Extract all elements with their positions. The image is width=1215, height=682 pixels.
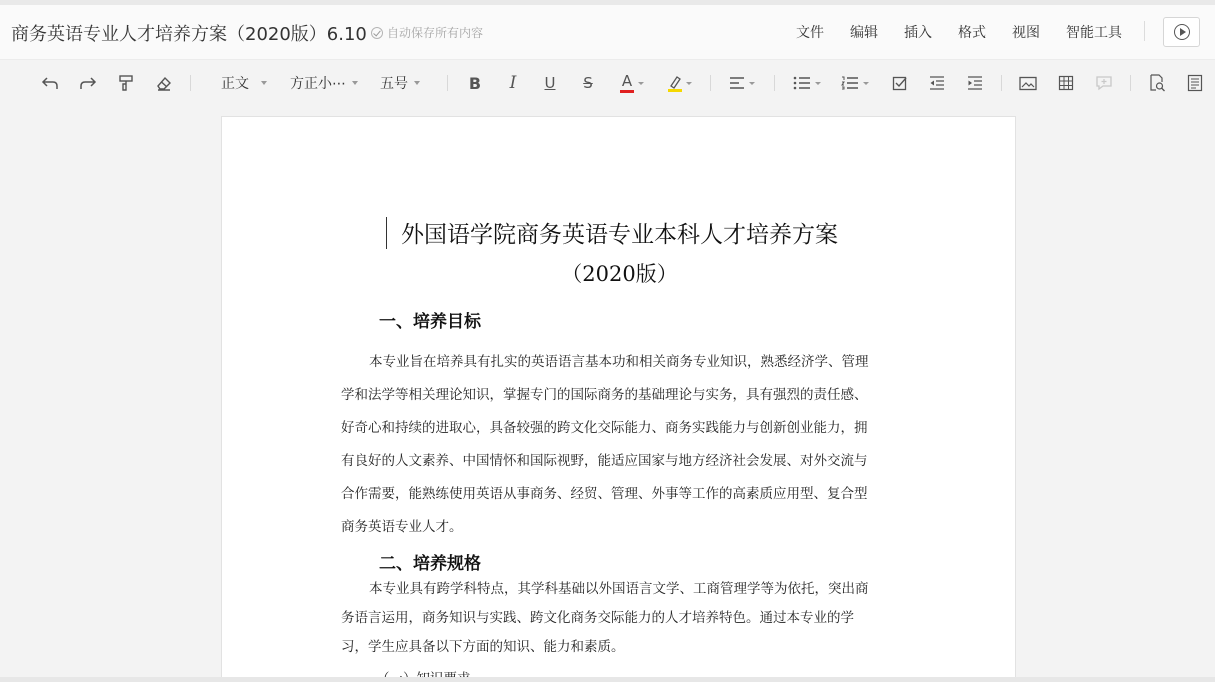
insert-image-button[interactable] [1017, 72, 1039, 94]
save-status-text: 自动保存所有内容 [387, 26, 484, 40]
align-button[interactable] [726, 72, 758, 94]
italic-button[interactable] [503, 72, 523, 94]
paragraph [341, 346, 901, 544]
chevron-down-icon [815, 82, 821, 85]
chevron-down-icon [749, 82, 755, 85]
paragraph-line: 好奇心和持续的进取心，具备较强的跨文化交际能力、商务实践能力与创新创业能力，拥 [341, 420, 868, 436]
formatting-toolbar [0, 60, 1215, 106]
font-family-dropdown[interactable] [290, 73, 358, 93]
chevron-down-icon [261, 81, 267, 85]
bullet-list-icon [793, 76, 811, 90]
redo-icon [79, 75, 97, 91]
paragraph-line: 务语言运用，商务知识与实践、跨文化商务交际能力的人才培养特色。通过本专业的学 [341, 610, 854, 626]
underline-button[interactable] [540, 72, 560, 94]
chevron-down-icon [686, 82, 692, 85]
font-color-swatch [620, 90, 634, 93]
outdent-icon [929, 76, 945, 90]
italic-icon: I [509, 73, 517, 93]
toolbar-divider [774, 75, 775, 91]
paragraph-line: 合作需要，能熟练使用英语从事商务、经贸、管理、外事等工作的高素质应用型、复合型 [341, 486, 868, 502]
task-list-button[interactable] [889, 72, 911, 94]
bold-button[interactable] [465, 72, 485, 94]
indent-icon [967, 76, 983, 90]
checkbox-icon [892, 75, 908, 91]
check-circle-icon [371, 27, 383, 39]
bold-icon: B [468, 73, 482, 93]
chevron-down-icon [414, 81, 420, 85]
paragraph-style-dropdown[interactable] [221, 73, 267, 93]
chevron-down-icon [638, 82, 644, 85]
numbered-list-button[interactable] [838, 72, 872, 94]
chevron-down-icon [352, 81, 358, 85]
toolbar-divider [1130, 75, 1131, 91]
font-size-dropdown[interactable] [380, 73, 420, 93]
menu-edit[interactable]: 编辑 [850, 25, 878, 41]
paragraph-line: 本专业具有跨学科特点，其学科基础以外国语言文学、工商管理学等为依托，突出商 [369, 581, 869, 597]
document-icon [1187, 74, 1203, 92]
save-status [371, 24, 483, 41]
increase-indent-button[interactable] [964, 72, 986, 94]
menu-format[interactable]: 格式 [958, 25, 986, 41]
paragraph-line: 习，学生应具备以下方面的知识、能力和素质。 [341, 639, 625, 655]
eraser-icon [155, 75, 173, 91]
chevron-down-icon [863, 82, 869, 85]
strikethrough-icon: S [583, 74, 593, 92]
document-info-button[interactable] [1184, 72, 1206, 94]
toolbar-divider [190, 75, 191, 91]
image-icon [1019, 76, 1037, 91]
highlight-button[interactable] [663, 72, 697, 94]
table-icon [1058, 75, 1074, 91]
insert-comment-button[interactable] [1093, 72, 1115, 94]
section-heading: 一、培养目标 [379, 312, 481, 332]
align-left-icon [729, 77, 745, 89]
window-bottom-strip [0, 677, 1215, 682]
font-color-icon: A [620, 74, 634, 93]
toolbar-divider [1001, 75, 1002, 91]
font-color-button[interactable] [615, 72, 649, 94]
paragraph-line: 本专业旨在培养具有扎实的英语语言基本功和相关商务专业知识，熟悉经济学、管理 [369, 354, 869, 370]
section-heading: 二、培养规格 [379, 554, 481, 574]
underline-icon: U [544, 74, 556, 92]
toolbar-divider [710, 75, 711, 91]
menu-insert[interactable]: 插入 [904, 25, 932, 41]
document-page[interactable] [221, 116, 1016, 682]
find-icon [1148, 74, 1166, 92]
present-button[interactable] [1163, 17, 1200, 47]
menu-divider [1144, 21, 1145, 41]
insert-table-button[interactable] [1055, 72, 1077, 94]
highlight-swatch [668, 89, 682, 92]
numbered-list-icon [841, 76, 859, 90]
paragraph-style-value: 正文 [221, 76, 249, 92]
title-bar [0, 5, 1215, 60]
find-replace-button[interactable] [1146, 72, 1168, 94]
highlighter-icon [668, 75, 682, 92]
paragraph-line: 学和法学等相关理论知识，掌握专门的国际商务的基础理论与实务，具有强烈的责任感、 [341, 387, 868, 403]
font-size-value: 五号 [380, 76, 408, 92]
document-heading: 外国语学院商务英语专业本科人才培养方案 [401, 222, 838, 248]
decrease-indent-button[interactable] [926, 72, 948, 94]
format-painter-button[interactable] [115, 72, 137, 94]
redo-button[interactable] [77, 72, 99, 94]
menu-view[interactable]: 视图 [1012, 25, 1040, 41]
paragraph-line: 商务英语专业人才。 [341, 519, 463, 535]
paragraph-line: 有良好的人文素养、中国情怀和国际视野，能适应国家与地方经济社会发展、对外交流与 [341, 453, 868, 469]
document-title[interactable]: 商务英语专业人才培养方案（2020版）6.10 [11, 24, 367, 45]
document-subheading: （2020版） [561, 262, 678, 286]
undo-icon [41, 75, 59, 91]
bullet-list-button[interactable] [790, 72, 824, 94]
font-family-value: 方正小⋯ [290, 76, 346, 92]
format-painter-icon [118, 74, 134, 92]
comment-add-icon [1095, 75, 1113, 91]
menu-smart-tools[interactable]: 智能工具 [1066, 25, 1122, 41]
undo-button[interactable] [39, 72, 61, 94]
menu-file[interactable]: 文件 [796, 25, 824, 41]
play-icon [1174, 24, 1190, 40]
paragraph [341, 575, 901, 662]
strikethrough-button[interactable] [578, 72, 598, 94]
clear-format-button[interactable] [153, 72, 175, 94]
toolbar-divider [447, 75, 448, 91]
